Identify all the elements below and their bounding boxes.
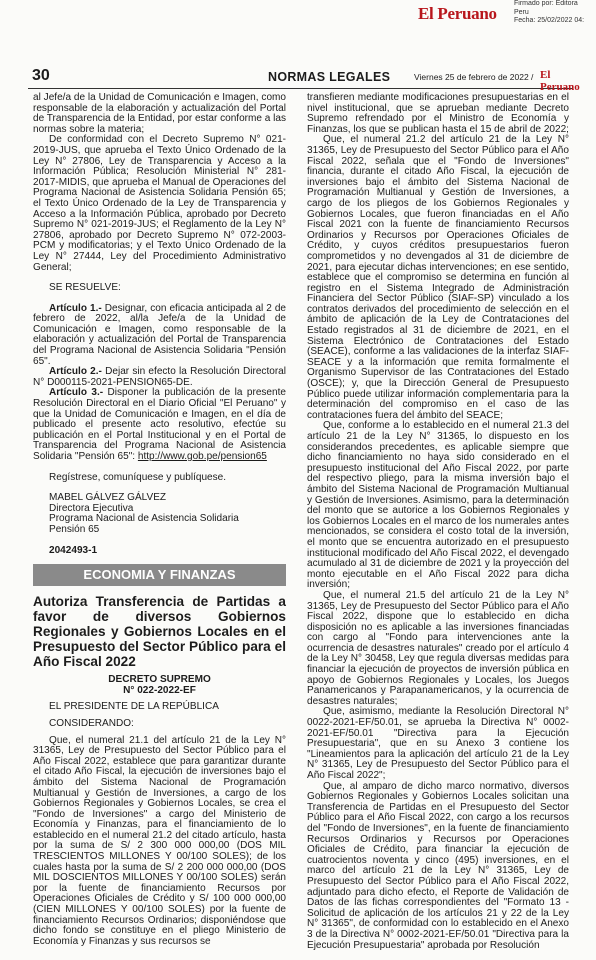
- paragraph: transfieren mediante modificaciones presupuestarias en el nivel institucional, que se aprueban mediante Decreto Supremo refrendado por el Ministro de Economía y Finanzas, los que se publican hasta el 15 de abril de 2022;: [307, 92, 569, 135]
- paragraph: Que, el numeral 21.1 del artículo 21 de la Ley N° 31365, Ley de Presupuesto del Sector Público para el Año Fiscal 2022, establece que para garantizar durante el citado Año Fiscal, la ejecución de inversiones bajo el ámbito del Sistema Nacional de Programación Multianual y Gestión de Inversiones, a cargo de los Gobiernos Regionales y Gobiernos Locales, se crea el "Fondo de Inversiones" a cargo del Ministerio de Economía y Finanzas, para el financiamiento de lo establecido en el numeral 21.2 del citado artículo, hasta por la suma de S/ 2 300 000 000,00 (DOS MIL TRESCIENTOS MILLONES Y 00/100 SOLES); de los cuales hasta por la suma de S/ 2 200 000 000,00 (DOS MIL DOSCIENTOS MILLONES Y 00/100 SOLES) serán por la fuente de financiamiento Recursos por Operaciones Oficiales de Crédito y S/ 100 000 000,00 (CIEN MILLONES Y 00/100 SOLES) por la fuente de financiamiento Recursos Ordinarios; disponiéndose que dicho fondo se constituye en el pliego Ministerio de Economía y Finanzas y sus recursos se: [33, 734, 286, 947]
- resolve-heading: SE RESUELVE:: [49, 282, 121, 294]
- considerando-heading: CONSIDERANDO:: [49, 717, 134, 729]
- paragraph: Que, conforme a lo establecido en el numeral 21.3 del artículo 21 de la Ley N° 31365, lo dispuesto en los considerandos precedentes, es aplicable siempre que dicho financiamiento no haya sido considerado en el presupuesto institucional del Año Fiscal 2022, por parte del respectivo pliego, para la misma inversión bajo el ámbito del Sistema Nacional de Programación Multianual y Gestión de Inversiones. Asimismo, para la determinación del monto que se autorice a los Gobiernos Regionales y los Gobiernos Locales en el marco de los numerales antes mencionados, se considera el costo total de la inversión, el monto que se encuentra autorizado en el presupuesto institucional modificado del Año Fiscal 2022, el devengado acumulado al 31 de diciembre de 2021 y la proyección del monto ejecutable en el Año Fiscal 2022 para dicha inversión;: [307, 420, 569, 591]
- header-date: Viernes 25 de febrero de 2022 /: [414, 72, 534, 82]
- decree-number: N° 022-2022-EF: [123, 684, 196, 696]
- page-number: 30: [32, 67, 50, 84]
- section-title: NORMAS LEGALES: [268, 70, 391, 84]
- article-2-text: Dejar sin efecto la Resolución Directoral N° D000115-2021-PENSION65-DE.: [33, 366, 286, 388]
- article-3: [33, 388, 286, 462]
- article-2-label: Artículo 2.-: [49, 366, 102, 378]
- paragraph: Que, al amparo de dicho marco normativo, diversos Gobiernos Regionales y Gobiernos Locales solicitan una Transferencia de Partidas en el Presupuesto del Sector Público para el Año Fiscal 2022, con cargo a los recursos del "Fondo de Inversiones", en la fuente de financiamiento Recursos Ordinarios y Recursos por Operaciones Oficiales de Crédito, para financiar la ejecución de cuatrocientos noventa y cinco (495) inversiones, en el marco del artículo 21 de la Ley N° 31365, Ley de Presupuesto del Sector Público para el Año Fiscal 2022, adjuntado para dicho efecto, el Reporte de Validación de Datos de las fichas correspondientes del "Formato 13 - Solicitud de aplicación de los artículos 21 y 22 de la Ley N° 31365", de conformidad con lo establecido en el Anexo 3 de la Directiva N° 0002-2021-EF/50.01 "Directiva para la Ejecución Presupuestaria" aprobada por Resolución: [307, 780, 569, 951]
- newspaper-logo: El Peruano: [418, 4, 497, 23]
- paragraph: De conformidad con el Decreto Supremo N° 021-2019-JUS, que aprueba el Texto Único Ordenado de la Ley N° 27806, Ley de Transparencia y Acceso a la Información Pública; Resolución Ministerial N° 281-2017-MIDIS, que aprueba el Manual de Operaciones del Programa Nacional de Asistencia Solidaria Pensión 65; el Texto Único Ordenado de la Ley de Transparencia y Acceso a la Información Pública, aprobado por Decreto Supremo N° 021-2019-JUS; el Reglamento de la Ley N° 27806, aprobado por Decreto Supremo N° 072-2003-PCM y modificatorias; y el Texto Único Ordenado de la Ley N° 27444, Ley del Procedimiento Administrativo General;: [33, 134, 286, 273]
- paragraph: Que, asimismo, mediante la Resolución Directoral N° 0022-2021-EF/50.01, se aprueba la Directiva N° 0002-2021-EF/50.01 "Directiva para la Ejecución Presupuestaria", que en su Anexo 3 contiene los "Lineamientos para la aplicación del artículo 21 de la Ley N° 31365, Ley de Presupuesto del Sector Público para el Año Fiscal 2022";: [307, 706, 569, 781]
- publication-code: 2042493-1: [49, 544, 98, 556]
- signatory-role: Directora Ejecutiva: [49, 502, 134, 514]
- section-banner: ECONOMIA Y FINANZAS: [33, 564, 286, 586]
- masthead: [0, 0, 596, 28]
- signatory-org-name: Pensión 65: [49, 523, 100, 535]
- header-brand: El Peruano: [540, 69, 580, 93]
- article-3-text: Disponer la publicación de la presente Resolución Directoral en el Diario Oficial "El Peruano" y que la Unidad de Comunicación e Imagen, en el día de publicado el presente acto resolutivo, efectúe su publicación en el Portal Institucional y en el Portal de Transparencia del Programa Nacional de Asistencia Solidaria "Pensión 65":: [33, 387, 286, 462]
- decree-title: DECRETO SUPREMO: [108, 674, 211, 686]
- signatory-org: Programa Nacional de Asistencia Solidaria: [49, 513, 239, 525]
- column-left: [33, 93, 286, 947]
- article-1: [33, 304, 286, 368]
- pension65-link[interactable]: http://www.gob.pe/pension65: [137, 451, 267, 462]
- article-headline: Autoriza Transferencia de Partidas a favor de diversos Gobiernos Regionales y Gobiernos Locales en el Presupuesto del Sector Público para el Año Fiscal 2022: [33, 594, 286, 670]
- article-3-label: Artículo 3.-: [49, 387, 104, 399]
- page-header: [28, 66, 580, 93]
- article-1-text: Designar, con eficacia anticipada al 2 de febrero de 2022, al/la Jefe/a de la Unidad de Comunicación e Imagen, como responsable de la elaboración y actualización del Portal de Transparencia del Programa Nacional de Asistencia Solidaria "Pensión 65".: [33, 302, 286, 367]
- column-right: [307, 93, 569, 951]
- closing-formula: Regístrese, comuníquese y publíquese.: [49, 471, 227, 483]
- paragraph: Que, el numeral 21.5 del artículo 21 de la Ley N° 31365, Ley de Presupuesto del Sector Público para el Año Fiscal 2022, dispone que lo establecido en dicha disposición no es aplicable a las inversiones financiadas con cargo al "Fondo para intervenciones ante la ocurrencia de desastres naturales" creado por el artículo 4 de la Ley N° 30458, Ley que regula diversas medidas para financiar la ejecución de proyectos de inversión pública en apoyo de Gobiernos Regionales y Locales, los Juegos Panamericanos y Parapanamericanos, y la ocurrencia de desastres naturales;: [307, 589, 569, 707]
- article-2: [33, 367, 286, 388]
- paragraph: Que, el numeral 21.2 del artículo 21 de la Ley N° 31365, Ley de Presupuesto del Sector Público para el Año Fiscal 2022, señala que el "Fondo de Inversiones" financia, durante el citado Año Fiscal, la ejecución de inversiones bajo el ámbito del Sistema Nacional de Programación Multianual y Gestión de Inversiones, a cargo de los pliegos de los Gobiernos Regionales y Gobiernos Locales, que fueron financiadas en el Año Fiscal 2021 con la fuente de financiamiento Recursos Ordinarios y Recursos por Operaciones Oficiales de Crédito, y cuyos créditos presupuestarios fueron comprometidos y no devengados al 31 de diciembre de 2021, para ejecutar dichas intervenciones; en ese sentido, establece que el compromiso se determina en función al registro en el Sistema Integrado de Administración Financiera del Sector Público (SIAF-SP) vinculado a los contratos derivados del procedimiento de selección en el ámbito de aplicación de la Ley de Contrataciones del Estado registrados al 31 de diciembre de 2021, en el Sistema Electrónico de Contrataciones del Estado (SEACE), conforme a las validaciones de la interfaz SIAF-SEACE y a la información que remita formalmente el Organismo Supervisor de las Contrataciones del Estado (OSCE); y, que la Dirección General de Presupuesto Público puede utilizar información complementaria para la determinación del compromiso en el caso de las contrataciones fuera del ámbito del SEACE;: [307, 134, 569, 421]
- digital-signature: Firmado por: Editora Peru Fecha: 25/02/2022 04:: [514, 0, 585, 24]
- signatory-name: MABEL GÁLVEZ GÁLVEZ: [49, 492, 167, 504]
- article-1-label: Artículo 1.-: [49, 302, 102, 314]
- president-heading: EL PRESIDENTE DE LA REPÚBLICA: [49, 701, 219, 713]
- paragraph: al Jefe/a de la Unidad de Comunicación e Imagen, como responsable de la elaboración y actualización del Portal de Transparencia de la Entidad, por estar conforme a las normas sobre la materia;: [33, 92, 286, 135]
